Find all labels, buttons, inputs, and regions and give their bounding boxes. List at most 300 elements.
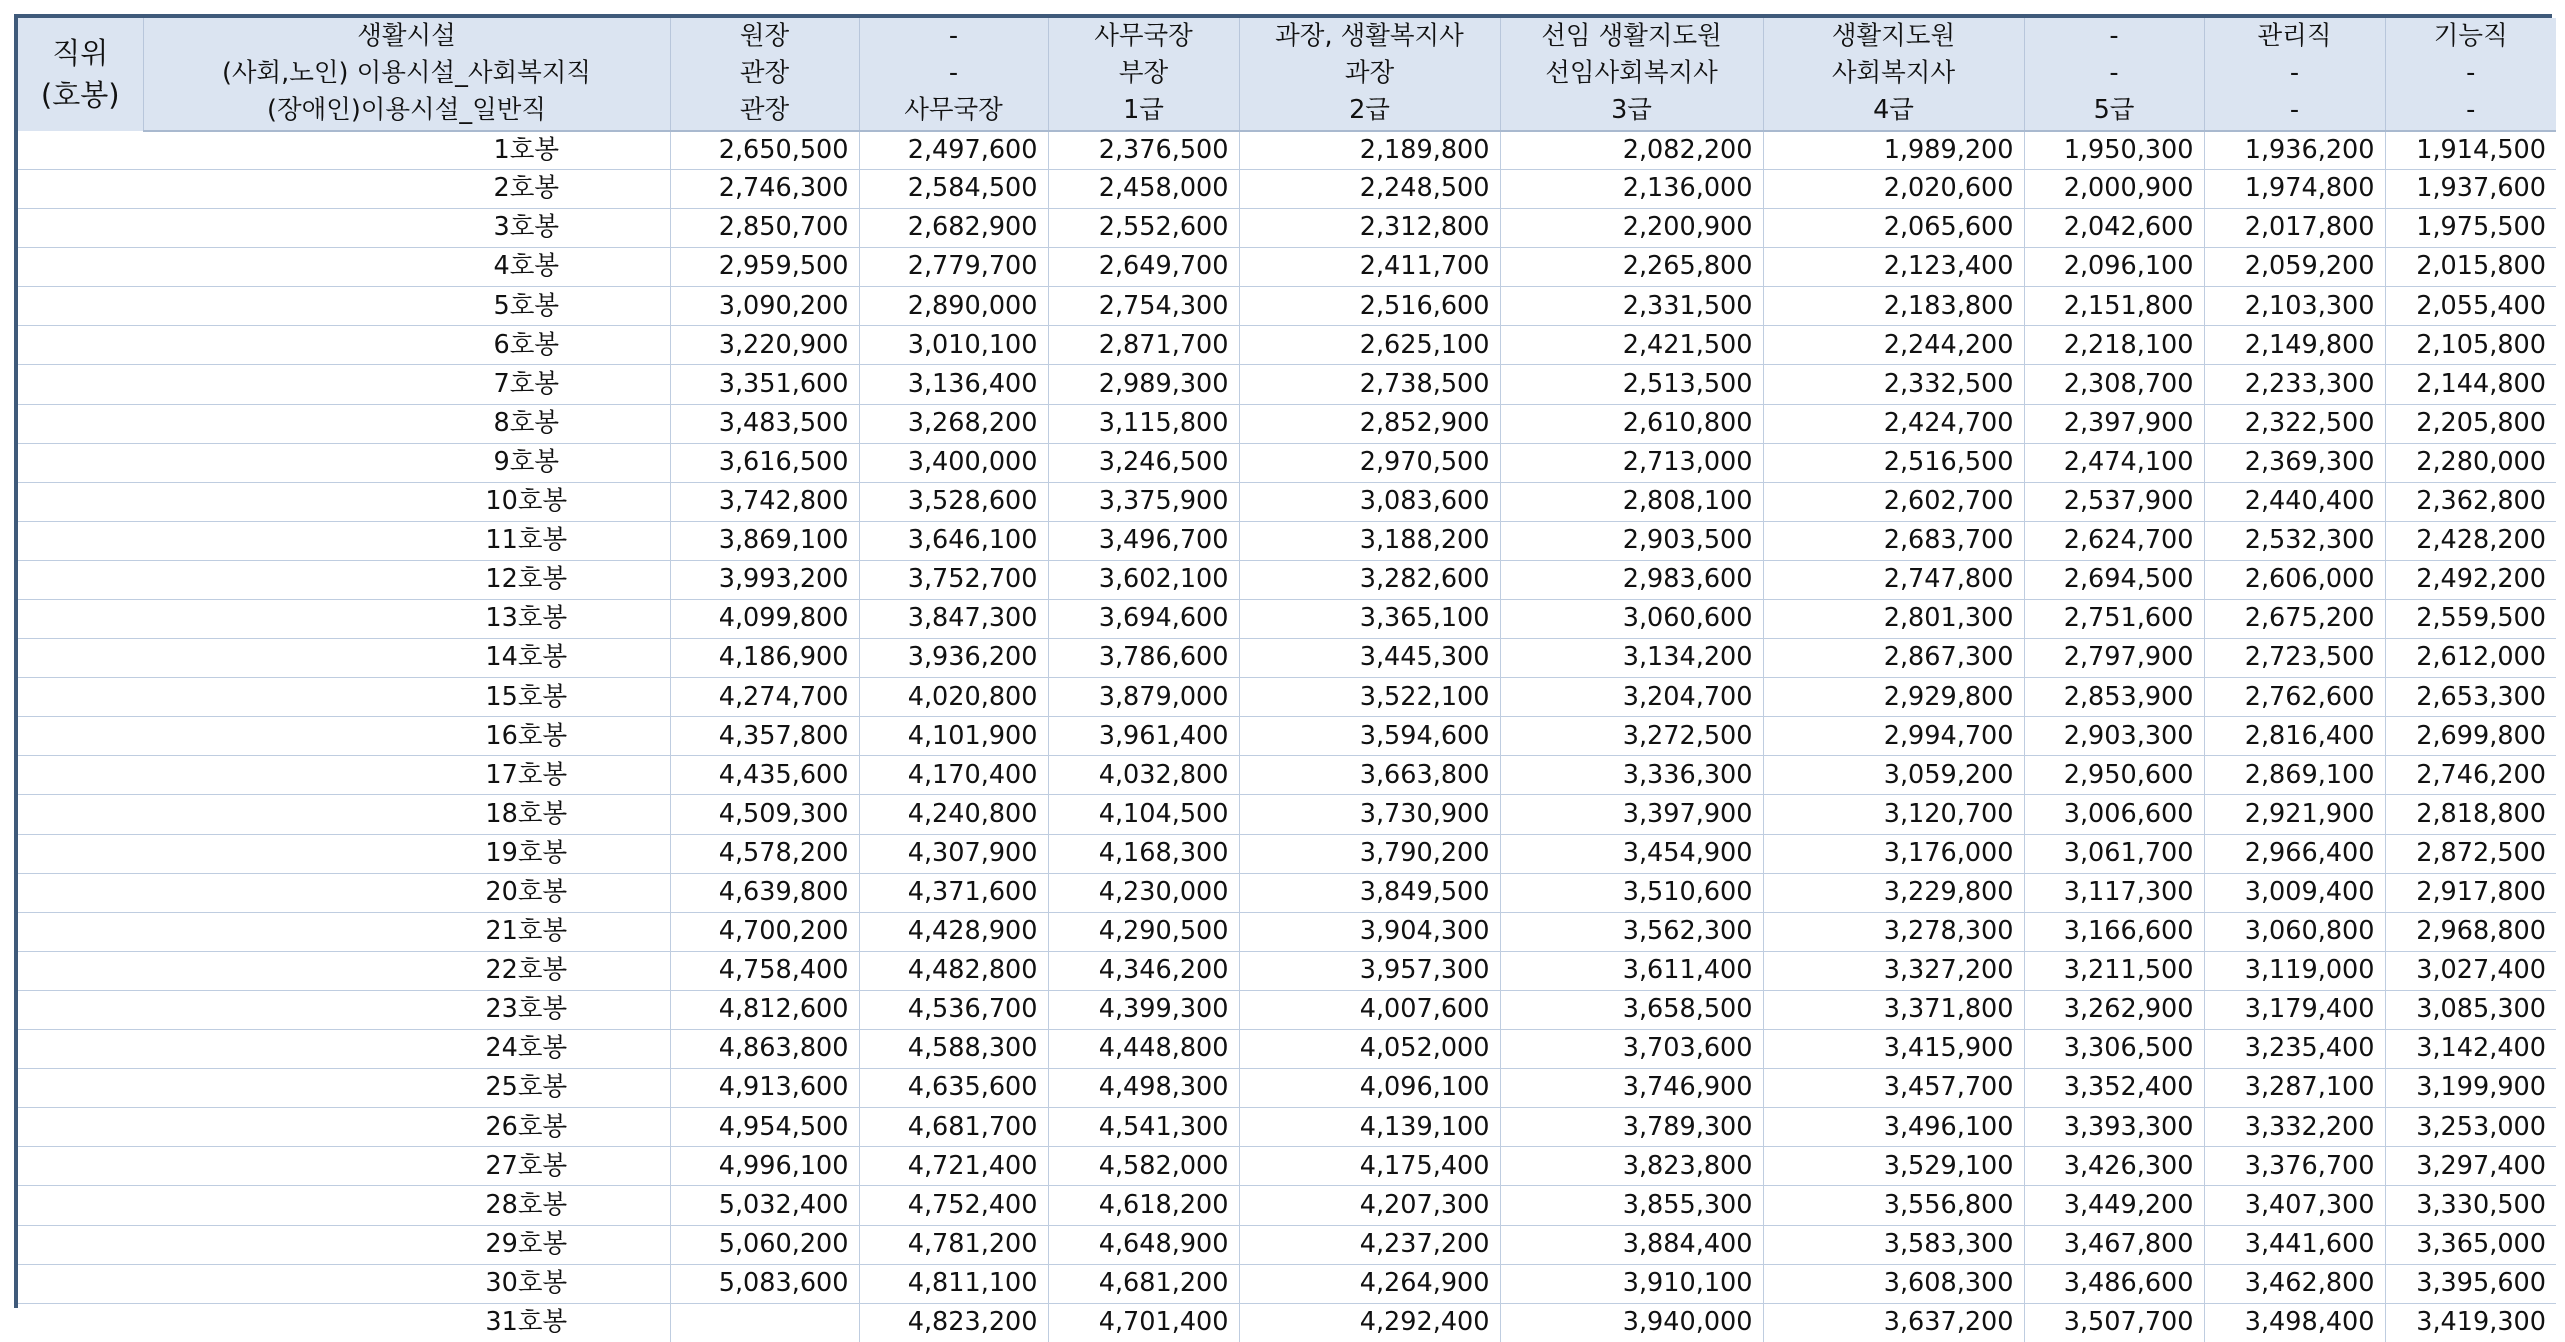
salary-cell: 3,115,800 xyxy=(1048,404,1239,443)
salary-cell: 3,869,100 xyxy=(670,521,859,560)
salary-cell: 3,351,600 xyxy=(670,365,859,404)
salary-cell: 4,357,800 xyxy=(670,717,859,756)
salary-cell: 2,265,800 xyxy=(1500,248,1763,287)
table-row xyxy=(18,1108,2556,1147)
salary-cell: 3,010,100 xyxy=(859,326,1048,365)
salary-cell: 4,274,700 xyxy=(670,678,859,717)
row-lead-cell xyxy=(18,717,143,756)
salary-cell: 3,395,600 xyxy=(2385,1264,2556,1303)
salary-cell: 4,541,300 xyxy=(1048,1108,1239,1147)
salary-cell: 2,497,600 xyxy=(859,131,1048,170)
table-row xyxy=(18,209,2556,248)
salary-cell: 4,207,300 xyxy=(1239,1186,1500,1225)
table-row xyxy=(18,1264,2556,1303)
salary-cell: 3,059,200 xyxy=(1763,756,2024,795)
salary-cell: 3,119,000 xyxy=(2204,951,2385,990)
salary-cell: 5,060,200 xyxy=(670,1225,859,1264)
corner-header-cell xyxy=(18,18,143,131)
salary-cell: 4,578,200 xyxy=(670,834,859,873)
salary-cell: 2,808,100 xyxy=(1500,482,1763,521)
salary-cell: 4,752,400 xyxy=(859,1186,1048,1225)
table-header xyxy=(18,18,2556,131)
salary-cell: 4,292,400 xyxy=(1239,1303,1500,1342)
salary-cell: 2,683,700 xyxy=(1763,521,2024,560)
salary-cell: 2,015,800 xyxy=(2385,248,2556,287)
step-label-cell: 30호봉 xyxy=(143,1264,670,1303)
salary-step-table xyxy=(18,18,2556,1342)
salary-cell: 2,200,900 xyxy=(1500,209,1763,248)
salary-cell: 3,199,900 xyxy=(2385,1069,2556,1108)
salary-cell: 2,424,700 xyxy=(1763,404,2024,443)
salary-cell: 2,699,800 xyxy=(2385,717,2556,756)
salary-cell: 2,797,900 xyxy=(2024,639,2204,678)
header-cell: 사무국장 xyxy=(1048,18,1239,55)
salary-cell: 4,648,900 xyxy=(1048,1225,1239,1264)
salary-cell: 1,937,600 xyxy=(2385,169,2556,208)
salary-table-sheet xyxy=(14,14,2552,1337)
salary-cell: 2,801,300 xyxy=(1763,600,2024,639)
salary-cell: 2,779,700 xyxy=(859,248,1048,287)
salary-cell: 3,327,200 xyxy=(1763,951,2024,990)
salary-cell: 3,510,600 xyxy=(1500,873,1763,912)
row-lead-cell xyxy=(18,209,143,248)
salary-cell: 4,240,800 xyxy=(859,795,1048,834)
salary-cell: 2,532,300 xyxy=(2204,521,2385,560)
row-lead-cell xyxy=(18,756,143,795)
table-row xyxy=(18,795,2556,834)
table-row xyxy=(18,560,2556,599)
step-label-cell: 9호봉 xyxy=(143,443,670,482)
table-row xyxy=(18,521,2556,560)
salary-cell: 4,823,200 xyxy=(859,1303,1048,1342)
step-label-cell: 15호봉 xyxy=(143,678,670,717)
step-label-cell: 11호봉 xyxy=(143,521,670,560)
salary-cell: 4,588,300 xyxy=(859,1030,1048,1069)
salary-cell: 3,306,500 xyxy=(2024,1030,2204,1069)
step-label-cell: 6호봉 xyxy=(143,326,670,365)
salary-cell: 4,996,100 xyxy=(670,1147,859,1186)
salary-cell: 3,188,200 xyxy=(1239,521,1500,560)
salary-cell: 3,462,800 xyxy=(2204,1264,2385,1303)
salary-cell: 2,950,600 xyxy=(2024,756,2204,795)
salary-cell: 3,507,700 xyxy=(2024,1303,2204,1342)
corner-label-position: 직위 xyxy=(52,36,109,71)
salary-cell: 3,400,000 xyxy=(859,443,1048,482)
salary-cell: 4,482,800 xyxy=(859,951,1048,990)
step-label-cell: 25호봉 xyxy=(143,1069,670,1108)
salary-cell: 4,052,000 xyxy=(1239,1030,1500,1069)
salary-cell: 2,516,600 xyxy=(1239,287,1500,326)
salary-cell: 2,694,500 xyxy=(2024,560,2204,599)
step-label-cell: 21호봉 xyxy=(143,912,670,951)
salary-cell: 3,498,400 xyxy=(2204,1303,2385,1342)
salary-cell: 3,282,600 xyxy=(1239,560,1500,599)
salary-cell: 3,961,400 xyxy=(1048,717,1239,756)
row-lead-cell xyxy=(18,951,143,990)
salary-cell: 1,936,200 xyxy=(2204,131,2385,170)
salary-cell: 4,812,600 xyxy=(670,990,859,1029)
salary-cell: 3,752,700 xyxy=(859,560,1048,599)
salary-cell: 3,415,900 xyxy=(1763,1030,2024,1069)
salary-cell: 2,867,300 xyxy=(1763,639,2024,678)
salary-cell: 2,903,500 xyxy=(1500,521,1763,560)
salary-cell: 3,220,900 xyxy=(670,326,859,365)
salary-cell: 2,649,700 xyxy=(1048,248,1239,287)
salary-cell: 3,229,800 xyxy=(1763,873,2024,912)
salary-cell: 3,449,200 xyxy=(2024,1186,2204,1225)
salary-cell: 3,253,000 xyxy=(2385,1108,2556,1147)
corner-label-step: (호봉) xyxy=(40,78,120,113)
salary-cell: 3,211,500 xyxy=(2024,951,2204,990)
row-lead-cell xyxy=(18,560,143,599)
salary-cell: 2,312,800 xyxy=(1239,209,1500,248)
salary-cell: 4,781,200 xyxy=(859,1225,1048,1264)
step-label-cell: 19호봉 xyxy=(143,834,670,873)
salary-cell: 2,189,800 xyxy=(1239,131,1500,170)
salary-cell: 3,204,700 xyxy=(1500,678,1763,717)
salary-cell: 3,365,100 xyxy=(1239,600,1500,639)
salary-cell: 3,786,600 xyxy=(1048,639,1239,678)
salary-cell: 2,853,900 xyxy=(2024,678,2204,717)
header-cell: - xyxy=(2204,93,2385,131)
step-label-cell: 22호봉 xyxy=(143,951,670,990)
salary-cell: 3,166,600 xyxy=(2024,912,2204,951)
step-label-cell: 17호봉 xyxy=(143,756,670,795)
salary-cell: 2,248,500 xyxy=(1239,169,1500,208)
salary-cell: 2,308,700 xyxy=(2024,365,2204,404)
salary-cell: 2,516,500 xyxy=(1763,443,2024,482)
salary-cell: 2,369,300 xyxy=(2204,443,2385,482)
row-lead-cell xyxy=(18,521,143,560)
salary-cell: 3,060,800 xyxy=(2204,912,2385,951)
header-cell: 사무국장 xyxy=(859,93,1048,131)
step-label-cell: 20호봉 xyxy=(143,873,670,912)
salary-cell: 4,032,800 xyxy=(1048,756,1239,795)
step-label-cell: 14호봉 xyxy=(143,639,670,678)
salary-cell: 3,611,400 xyxy=(1500,951,1763,990)
salary-cell: 3,562,300 xyxy=(1500,912,1763,951)
step-label-cell: 2호봉 xyxy=(143,169,670,208)
header-cell: 관장 xyxy=(670,93,859,131)
salary-cell: 3,602,100 xyxy=(1048,560,1239,599)
header-cell: 선임 생활지도원 xyxy=(1500,18,1763,55)
row-lead-cell xyxy=(18,678,143,717)
salary-cell: 2,713,000 xyxy=(1500,443,1763,482)
salary-cell: 4,175,400 xyxy=(1239,1147,1500,1186)
table-row xyxy=(18,248,2556,287)
table-row xyxy=(18,912,2556,951)
salary-cell: 2,624,700 xyxy=(2024,521,2204,560)
header-cell: - xyxy=(2385,93,2556,131)
salary-cell: 2,966,400 xyxy=(2204,834,2385,873)
header-cell: 생활지도원 xyxy=(1763,18,2024,55)
salary-cell: 2,474,100 xyxy=(2024,443,2204,482)
header-cell: 2급 xyxy=(1239,93,1500,131)
salary-cell: 4,954,500 xyxy=(670,1108,859,1147)
table-row xyxy=(18,1147,2556,1186)
salary-cell: 3,467,800 xyxy=(2024,1225,2204,1264)
salary-cell: 4,681,700 xyxy=(859,1108,1048,1147)
salary-cell: 3,179,400 xyxy=(2204,990,2385,1029)
row-lead-cell xyxy=(18,248,143,287)
salary-cell: 3,262,900 xyxy=(2024,990,2204,1029)
salary-cell: 2,244,200 xyxy=(1763,326,2024,365)
salary-cell: 4,290,500 xyxy=(1048,912,1239,951)
salary-cell: 2,850,700 xyxy=(670,209,859,248)
salary-cell: 4,701,400 xyxy=(1048,1303,1239,1342)
salary-cell: 2,000,900 xyxy=(2024,169,2204,208)
salary-cell: 2,871,700 xyxy=(1048,326,1239,365)
salary-cell: 2,376,500 xyxy=(1048,131,1239,170)
salary-cell: 4,020,800 xyxy=(859,678,1048,717)
salary-cell: 3,176,000 xyxy=(1763,834,2024,873)
salary-cell: 2,650,500 xyxy=(670,131,859,170)
salary-cell: 2,584,500 xyxy=(859,169,1048,208)
row-lead-cell xyxy=(18,834,143,873)
salary-cell: 2,653,300 xyxy=(2385,678,2556,717)
header-cell: - xyxy=(2024,55,2204,92)
step-label-cell: 26호봉 xyxy=(143,1108,670,1147)
header-cell: 과장, 생활복지사 xyxy=(1239,18,1500,55)
salary-cell: 4,681,200 xyxy=(1048,1264,1239,1303)
salary-cell: 3,528,600 xyxy=(859,482,1048,521)
step-label-cell: 10호봉 xyxy=(143,482,670,521)
salary-cell: 4,237,200 xyxy=(1239,1225,1500,1264)
table-row xyxy=(18,365,2556,404)
salary-cell: 2,055,400 xyxy=(2385,287,2556,326)
salary-cell: 3,235,400 xyxy=(2204,1030,2385,1069)
table-row xyxy=(18,1303,2556,1342)
salary-cell: 2,105,800 xyxy=(2385,326,2556,365)
salary-cell: 2,331,500 xyxy=(1500,287,1763,326)
salary-cell: 3,085,300 xyxy=(2385,990,2556,1029)
salary-cell: 3,272,500 xyxy=(1500,717,1763,756)
header-cell: (장애인)이용시설_일반직 xyxy=(143,93,670,131)
salary-cell: 2,428,200 xyxy=(2385,521,2556,560)
salary-cell: 2,332,500 xyxy=(1763,365,2024,404)
salary-cell: 3,936,200 xyxy=(859,639,1048,678)
salary-cell: 3,616,500 xyxy=(670,443,859,482)
salary-cell: 3,297,400 xyxy=(2385,1147,2556,1186)
step-label-cell: 24호봉 xyxy=(143,1030,670,1069)
salary-cell: 3,060,600 xyxy=(1500,600,1763,639)
salary-cell: 2,096,100 xyxy=(2024,248,2204,287)
step-label-cell: 7호봉 xyxy=(143,365,670,404)
salary-cell: 2,929,800 xyxy=(1763,678,2024,717)
salary-cell: 3,993,200 xyxy=(670,560,859,599)
salary-cell: 4,104,500 xyxy=(1048,795,1239,834)
header-cell: 과장 xyxy=(1239,55,1500,92)
salary-cell: 2,123,400 xyxy=(1763,248,2024,287)
header-cell: - xyxy=(2385,55,2556,92)
table-row xyxy=(18,717,2556,756)
header-cell: 관리직 xyxy=(2204,18,2385,55)
salary-cell: 3,594,600 xyxy=(1239,717,1500,756)
salary-cell: 3,375,900 xyxy=(1048,482,1239,521)
table-row xyxy=(18,443,2556,482)
salary-cell: 2,869,100 xyxy=(2204,756,2385,795)
salary-cell: 4,498,300 xyxy=(1048,1069,1239,1108)
row-lead-cell xyxy=(18,1303,143,1342)
row-lead-cell xyxy=(18,990,143,1029)
salary-cell: 4,346,200 xyxy=(1048,951,1239,990)
salary-cell: 2,421,500 xyxy=(1500,326,1763,365)
step-label-cell: 29호봉 xyxy=(143,1225,670,1264)
salary-cell: 2,065,600 xyxy=(1763,209,2024,248)
row-lead-cell xyxy=(18,169,143,208)
step-label-cell: 4호봉 xyxy=(143,248,670,287)
salary-cell: 1,975,500 xyxy=(2385,209,2556,248)
salary-cell: 2,233,300 xyxy=(2204,365,2385,404)
salary-cell: 3,730,900 xyxy=(1239,795,1500,834)
salary-cell: 3,940,000 xyxy=(1500,1303,1763,1342)
step-label-cell: 16호봉 xyxy=(143,717,670,756)
row-lead-cell xyxy=(18,131,143,170)
salary-cell: 4,758,400 xyxy=(670,951,859,990)
salary-cell: 3,486,600 xyxy=(2024,1264,2204,1303)
salary-cell: 2,552,600 xyxy=(1048,209,1239,248)
salary-cell: 2,151,800 xyxy=(2024,287,2204,326)
table-row xyxy=(18,990,2556,1029)
table-row xyxy=(18,169,2556,208)
salary-cell: 2,994,700 xyxy=(1763,717,2024,756)
salary-cell: 2,983,600 xyxy=(1500,560,1763,599)
salary-cell: 2,610,800 xyxy=(1500,404,1763,443)
salary-cell: 2,362,800 xyxy=(2385,482,2556,521)
row-lead-cell xyxy=(18,443,143,482)
salary-cell: 3,454,900 xyxy=(1500,834,1763,873)
salary-cell: 2,103,300 xyxy=(2204,287,2385,326)
salary-cell: 3,268,200 xyxy=(859,404,1048,443)
step-label-cell: 12호봉 xyxy=(143,560,670,599)
salary-cell: 3,142,400 xyxy=(2385,1030,2556,1069)
row-lead-cell xyxy=(18,873,143,912)
salary-cell: 2,440,400 xyxy=(2204,482,2385,521)
salary-cell: 3,849,500 xyxy=(1239,873,1500,912)
header-row xyxy=(18,55,2556,92)
salary-cell: 3,336,300 xyxy=(1500,756,1763,795)
header-cell: 1급 xyxy=(1048,93,1239,131)
salary-cell: 3,658,500 xyxy=(1500,990,1763,1029)
table-row xyxy=(18,873,2556,912)
salary-cell: 2,762,600 xyxy=(2204,678,2385,717)
salary-cell: 2,903,300 xyxy=(2024,717,2204,756)
row-lead-cell xyxy=(18,639,143,678)
salary-cell: 2,136,000 xyxy=(1500,169,1763,208)
salary-cell: 3,376,700 xyxy=(2204,1147,2385,1186)
salary-cell: 4,618,200 xyxy=(1048,1186,1239,1225)
salary-cell: 3,134,200 xyxy=(1500,639,1763,678)
salary-cell: 3,522,100 xyxy=(1239,678,1500,717)
salary-cell: 3,332,200 xyxy=(2204,1108,2385,1147)
salary-cell: 1,974,800 xyxy=(2204,169,2385,208)
salary-cell: 2,612,000 xyxy=(2385,639,2556,678)
salary-cell: 2,746,200 xyxy=(2385,756,2556,795)
salary-cell: 4,639,800 xyxy=(670,873,859,912)
row-lead-cell xyxy=(18,1030,143,1069)
salary-cell: 2,682,900 xyxy=(859,209,1048,248)
table-row xyxy=(18,639,2556,678)
salary-cell: 2,411,700 xyxy=(1239,248,1500,287)
salary-cell: 2,747,800 xyxy=(1763,560,2024,599)
salary-cell: 4,448,800 xyxy=(1048,1030,1239,1069)
salary-cell: 3,083,600 xyxy=(1239,482,1500,521)
row-lead-cell xyxy=(18,600,143,639)
salary-cell: 2,675,200 xyxy=(2204,600,2385,639)
salary-cell: 2,559,500 xyxy=(2385,600,2556,639)
salary-cell: 3,703,600 xyxy=(1500,1030,1763,1069)
salary-cell: 2,852,900 xyxy=(1239,404,1500,443)
table-body xyxy=(18,131,2556,1342)
header-cell: 생활시설 xyxy=(143,18,670,55)
salary-cell: 1,950,300 xyxy=(2024,131,2204,170)
salary-cell: 4,635,600 xyxy=(859,1069,1048,1108)
salary-cell: 2,492,200 xyxy=(2385,560,2556,599)
table-row xyxy=(18,326,2556,365)
salary-cell: 3,663,800 xyxy=(1239,756,1500,795)
salary-cell: 2,218,100 xyxy=(2024,326,2204,365)
step-label-cell: 28호봉 xyxy=(143,1186,670,1225)
row-lead-cell xyxy=(18,1108,143,1147)
salary-cell: 3,365,000 xyxy=(2385,1225,2556,1264)
salary-cell: 3,120,700 xyxy=(1763,795,2024,834)
table-row xyxy=(18,834,2556,873)
salary-cell: 2,537,900 xyxy=(2024,482,2204,521)
table-row xyxy=(18,756,2556,795)
salary-cell: 3,823,800 xyxy=(1500,1147,1763,1186)
header-cell: - xyxy=(2204,55,2385,92)
salary-cell: 3,352,400 xyxy=(2024,1069,2204,1108)
step-label-cell: 23호봉 xyxy=(143,990,670,1029)
salary-cell: 3,847,300 xyxy=(859,600,1048,639)
salary-cell: 4,307,900 xyxy=(859,834,1048,873)
step-label-cell: 5호봉 xyxy=(143,287,670,326)
salary-cell: 2,322,500 xyxy=(2204,404,2385,443)
step-label-cell: 18호봉 xyxy=(143,795,670,834)
salary-cell: 3,879,000 xyxy=(1048,678,1239,717)
salary-cell: 4,264,900 xyxy=(1239,1264,1500,1303)
salary-cell: 3,904,300 xyxy=(1239,912,1500,951)
header-cell: (사회,노인) 이용시설_사회복지직 xyxy=(143,55,670,92)
salary-cell: 3,556,800 xyxy=(1763,1186,2024,1225)
salary-cell: 3,136,400 xyxy=(859,365,1048,404)
table-row xyxy=(18,678,2556,717)
salary-cell: 2,144,800 xyxy=(2385,365,2556,404)
salary-cell: 4,721,400 xyxy=(859,1147,1048,1186)
table-row xyxy=(18,600,2556,639)
salary-cell: 4,099,800 xyxy=(670,600,859,639)
salary-cell: 2,723,500 xyxy=(2204,639,2385,678)
table-row xyxy=(18,1030,2556,1069)
row-lead-cell xyxy=(18,1264,143,1303)
salary-cell: 2,082,200 xyxy=(1500,131,1763,170)
salary-cell: 3,246,500 xyxy=(1048,443,1239,482)
table-row xyxy=(18,131,2556,170)
salary-cell: 3,090,200 xyxy=(670,287,859,326)
salary-cell: 2,149,800 xyxy=(2204,326,2385,365)
table-row xyxy=(18,1225,2556,1264)
salary-cell: 3,445,300 xyxy=(1239,639,1500,678)
salary-cell: 3,426,300 xyxy=(2024,1147,2204,1186)
row-lead-cell xyxy=(18,1186,143,1225)
row-lead-cell xyxy=(18,912,143,951)
row-lead-cell xyxy=(18,326,143,365)
salary-cell: 3,496,100 xyxy=(1763,1108,2024,1147)
salary-cell: 3,371,800 xyxy=(1763,990,2024,1029)
salary-cell: 3,483,500 xyxy=(670,404,859,443)
salary-cell: 2,602,700 xyxy=(1763,482,2024,521)
salary-cell: 2,606,000 xyxy=(2204,560,2385,599)
